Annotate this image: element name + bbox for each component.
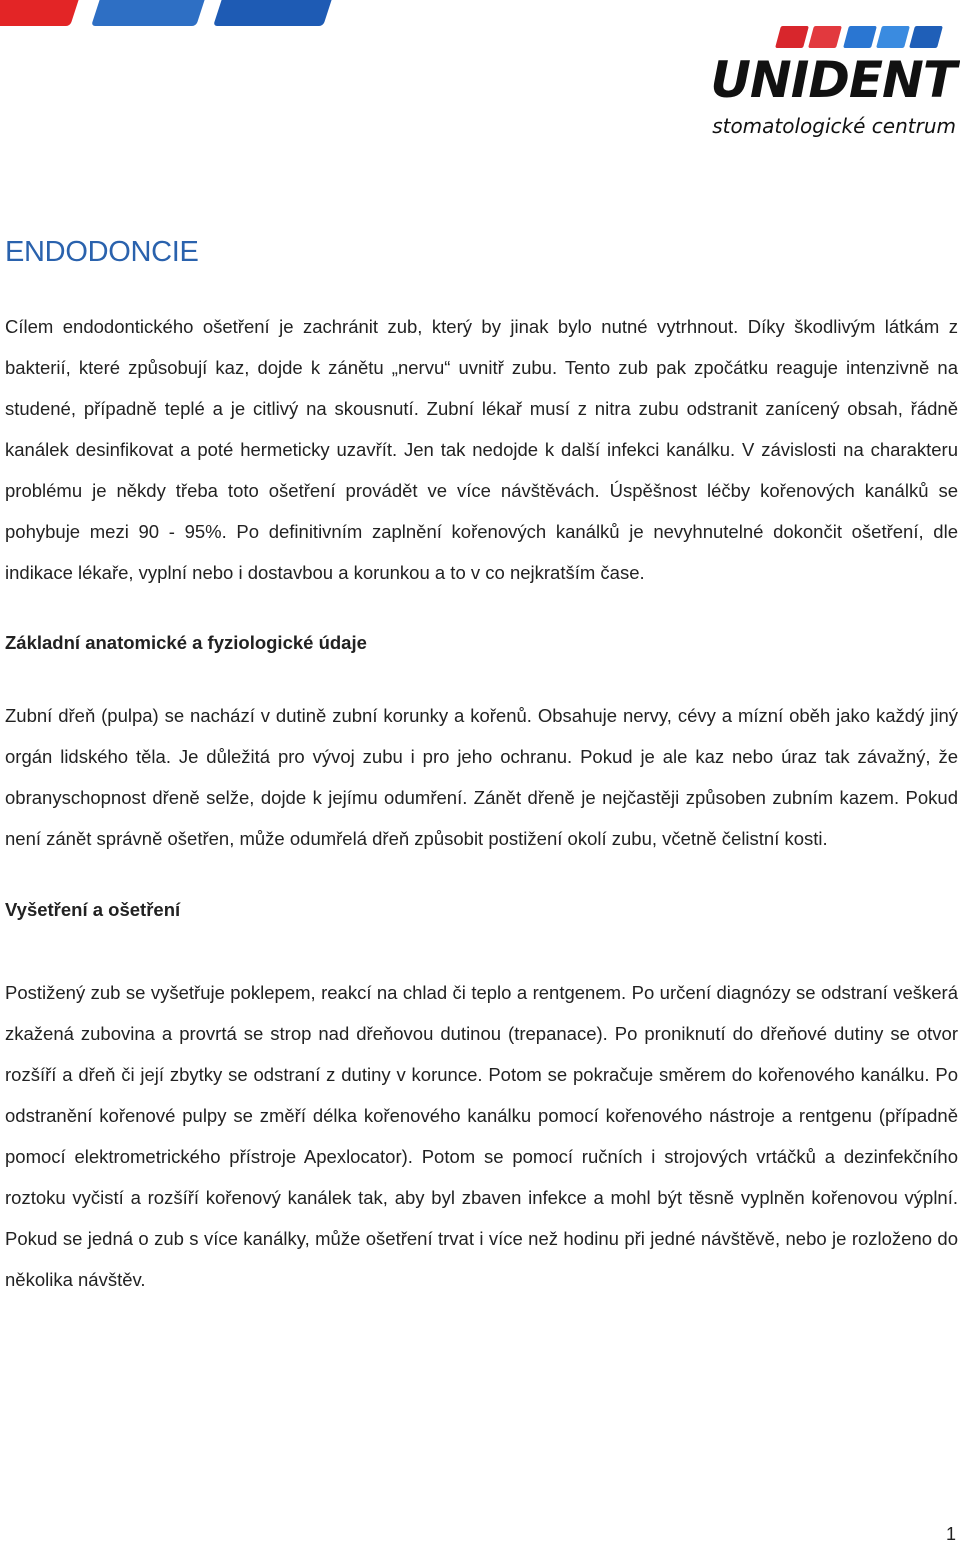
document-content bbox=[5, 232, 958, 1300]
intro-paragraph: Cílem endodontického ošetření je zachránit zub, který by jinak bylo nutné vytrhnout. Díky škodlivým látkám z bakterií, které způsobují kaz, dojde k zánětu „nervu“ uvnitř zubu. Tento zub pak zpočátku reaguje intenzivně na studené, případně teplé a je citlivý na skousnutí. Zubní lékař musí z nitra zubu odstranit zanícený obsah, řádně kanálek desinfikovat a poté hermeticky uzavřít. Jen tak nedojde k další infekci kanálku. V závislosti na charakteru problému je někdy třeba toto ošetření provádět ve více návštěvách. Úspěšnost léčby kořenových kanálků se pohybuje mezi 90 - 95%. Po definitivním zaplnění kořenových kanálků je nevyhnutelné dokončit ošetření, dle indikace lékaře, vyplní nebo i dostavbou a korunkou a to v co nejkratším čase. bbox=[5, 316, 958, 583]
logo-name: UNIDENT bbox=[710, 51, 956, 109]
red-stripe bbox=[0, 0, 80, 26]
logo-square-blue bbox=[876, 26, 910, 48]
logo-subtitle: stomatologické centrum bbox=[712, 114, 956, 138]
logo-square-blue bbox=[909, 26, 943, 48]
section-heading-anatomy: Základní anatomické a fyziologické údaje bbox=[5, 632, 367, 653]
page-number: 1 bbox=[945, 1524, 956, 1544]
section-body-examination: Postižený zub se vyšetřuje poklepem, reakcí na chlad či teplo a rentgenem. Po určení diagnózy se odstraní veškerá zkažená zubovina a provrtá se strop nad dřeňovou dutinou (trepanace). Po proniknutí do dřeňové dutiny se otvor rozšíří a dřeň či její zbytky se odstraní z dutiny v korunce. Potom se pokračuje směrem do kořenového kanálku. Po odstranění kořenové pulpy se změří délka kořenového kanálku pomocí kořenového nástroje a rentgenu (případně pomocí elektrometrického přístroje Apexlocator). Potom se pomocí ručních i strojových vrtáčků a dezinfekčního roztoku vyčistí a rozšíří kořenový kanálek tak, aby byl zbaven infekce a mohl být těsně vyplněn kořenovou výplní. Pokud se jedná o zub s více kanálky, může ošetření trvat i více než hodinu při jedné návštěvě, nebo je rozloženo do několika návštěv. bbox=[5, 982, 958, 1290]
blue-stripe-dark bbox=[213, 0, 333, 26]
section-body-anatomy: Zubní dřeň (pulpa) se nachází v dutině zubní korunky a kořenů. Obsahuje nervy, cévy a mízní oběh jako každý jiný orgán lidského těla. Je důležitá pro vývoj zubu i pro jeho ochranu. Pokud je ale kaz nebo úraz tak závažný, že obranyschopnost dřeně selže, dojde k jejímu odumření. Zánět dřeně je nejčastěji způsoben zubním kazem. Pokud není zánět správně ošetřen, může odumřelá dřeň způsobit postižení okolí zubu, včetně čelistní kosti. bbox=[5, 705, 958, 849]
blue-stripe bbox=[91, 0, 206, 26]
page-title: ENDODONCIE bbox=[5, 236, 199, 268]
logo-squares-icon bbox=[768, 26, 960, 50]
unident-logo bbox=[700, 26, 960, 146]
logo-square-red bbox=[775, 26, 809, 48]
section-heading-examination: Vyšetření a ošetření bbox=[5, 899, 181, 920]
header-decorative-stripes bbox=[0, 0, 360, 30]
logo-square-blue bbox=[843, 26, 877, 48]
logo-square-red bbox=[808, 26, 842, 48]
